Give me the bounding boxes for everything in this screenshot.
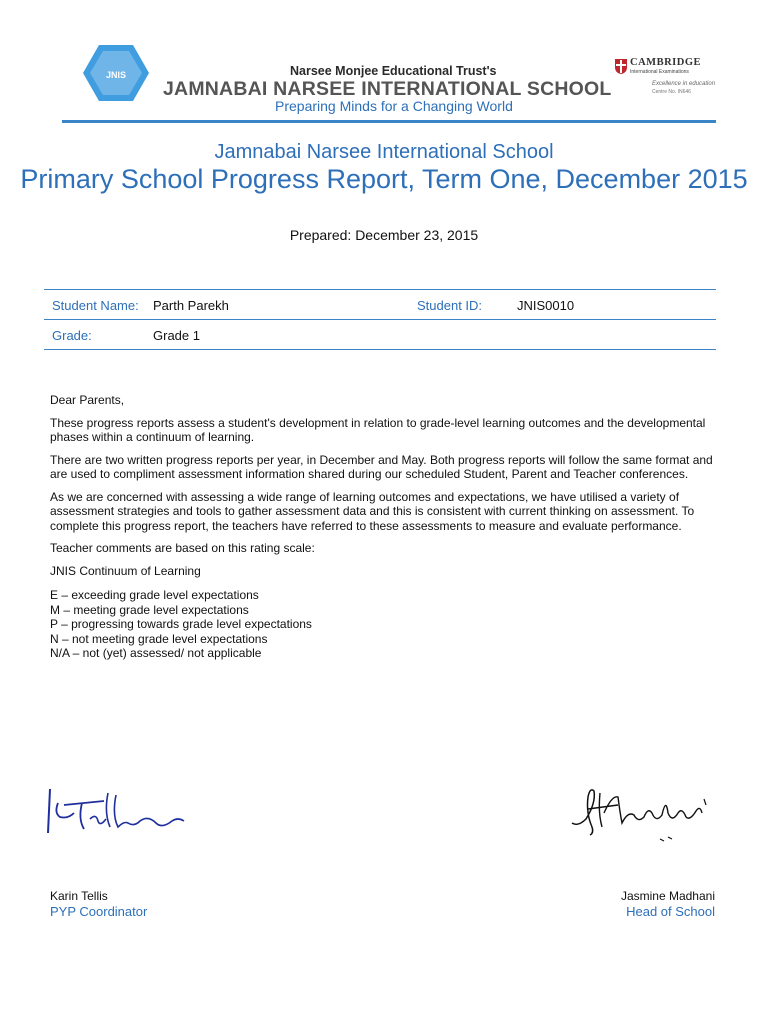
tagline: Preparing Minds for a Changing World xyxy=(275,98,513,114)
scale-item-na: N/A – not (yet) assessed/ not applicable xyxy=(50,646,262,660)
school-name: Jamnabai Narsee International School xyxy=(214,141,554,163)
signature-right xyxy=(568,783,713,843)
school-banner: JAMNABAI NARSEE INTERNATIONAL SCHOOL xyxy=(163,78,612,100)
grade-label: Grade: xyxy=(52,328,92,343)
scale-item-m: M – meeting grade level expectations xyxy=(50,602,249,617)
student-id-label: Student ID: xyxy=(417,298,483,313)
scale-item-p: P – progressing towards grade level expectations xyxy=(50,617,312,631)
prepared-date: Prepared: December 23, 2015 xyxy=(289,227,479,243)
cambridge-excellence: Excellence in education xyxy=(652,81,716,87)
table-rule-middle xyxy=(44,319,716,320)
cambridge-name: CAMBRIDGE xyxy=(630,57,702,68)
report-title: Primary School Progress Report, Term One, December 2015 xyxy=(20,164,748,194)
signature-left xyxy=(44,783,199,843)
logo-text: JNIS xyxy=(105,70,127,80)
right-signatory-name: Jasmine Madhani xyxy=(620,889,715,903)
cambridge-subtitle: International Examinations xyxy=(630,69,689,75)
letter-body xyxy=(50,393,720,661)
grade-value: Grade 1 xyxy=(153,328,200,343)
left-signatory-name: Karin Tellis xyxy=(50,889,108,903)
right-signatory-role: Head of School xyxy=(626,904,715,919)
paragraph-3: As we are concerned with assessing a wide range of learning outcomes and expectations, we have utilised a variety of assessment strategies and tools to gather assessment data and this is consistent with current thinking on assessment. To complete this progress report, the teachers have referred to these assessments to measure and evaluate performance. xyxy=(50,489,695,533)
student-name-label: Student Name: xyxy=(52,298,139,313)
cambridge-centre: Centre No. IN646 xyxy=(652,89,691,95)
student-name-value: Parth Parekh xyxy=(153,298,229,313)
table-rule-top xyxy=(44,289,716,290)
left-signatory-role: PYP Coordinator xyxy=(50,904,148,919)
salutation: Dear Parents, xyxy=(50,393,125,407)
scale-item-e: E – exceeding grade level expectations xyxy=(50,588,259,602)
paragraph-1: These progress reports assess a student's development in relation to grade-level learning outcomes and the developmental phases within a continuum of learning. xyxy=(50,415,706,444)
trust-name: Narsee Monjee Educational Trust's xyxy=(290,64,497,78)
scale-item-n: N – not meeting grade level expectations xyxy=(50,631,268,646)
paragraph-4: Teacher comments are based on this rating scale: xyxy=(50,541,315,555)
scale-title: JNIS Continuum of Learning xyxy=(50,563,201,578)
paragraph-2: There are two written progress reports per year, in December and May. Both progress reports will follow the same format and are used to compliment assessment information shared during our scheduled Student, Parent and Teacher conferences. xyxy=(50,452,713,481)
header-divider xyxy=(62,120,716,123)
cambridge-crest-icon xyxy=(614,58,628,75)
jnis-logo xyxy=(82,43,150,103)
student-id-value: JNIS0010 xyxy=(517,298,575,313)
table-rule-bottom xyxy=(44,349,716,350)
